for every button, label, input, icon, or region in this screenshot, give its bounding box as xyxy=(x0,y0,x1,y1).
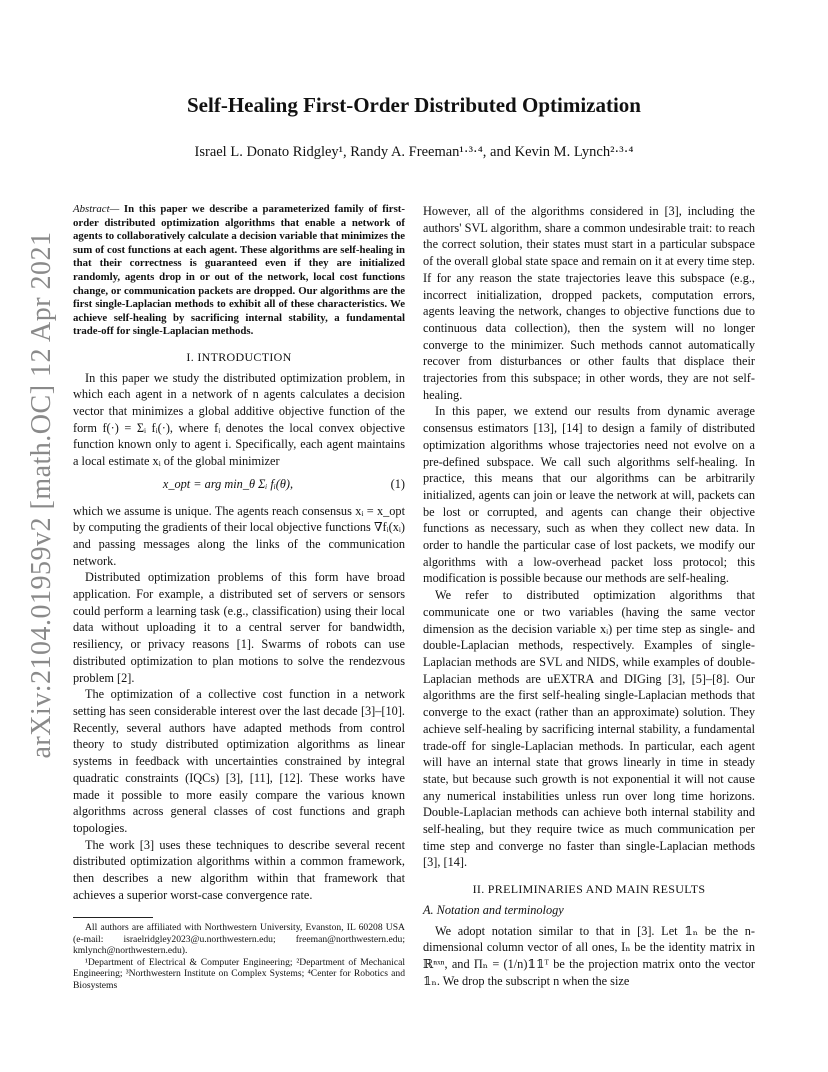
section-heading-introduction: I. INTRODUCTION xyxy=(186,349,292,364)
abstract-label: Abstract— xyxy=(73,203,120,215)
notation-paragraph: We adopt notation similar to that in [3]. Let 𝟙ₙ be the n-dimensional column vector of all ones, Iₙ be the identity matrix in ℝⁿˣⁿ, and Πₙ = (1/n)𝟙𝟙ᵀ be the projection matrix onto the vector 𝟙ₙ. We drop the subscript n when the size xyxy=(423,923,755,988)
arxiv-identifier xyxy=(22,231,62,759)
equation-1-number: (1) xyxy=(390,476,405,491)
footnote-affiliation: All authors are affiliated with Northwestern University, Evanston, IL 60208 USA (e-mail: israelridgley2023@u.northwestern.edu; freeman@northwestern.edu; kmlynch@northwestern.edu). xyxy=(73,922,405,957)
abstract xyxy=(73,203,405,339)
footnote-departments: ¹Department of Electrical & Computer Engineering; ²Department of Mechanical Engineering; ³Northwestern Institute on Complex Systems; ⁴Center for Robotics and Biosystems xyxy=(73,956,405,991)
paper-title: Self-Healing First-Order Distributed Optimization xyxy=(187,93,641,117)
right-paragraph-2: In this paper, we extend our results from dynamic average consensus estimators [13], [14] to design a family of distributed optimization algorithms whose trajectories need not evolve on a pre-defined subspace. We call such algorithms self-healing. In practice, this means that our algorithms can be arbitrarily initialized, agents can join or leave the network at will, packets can be lost or corrupted, and agents can change their objective functions as necessary, such as when they collect new data. In order to handle the particular case of lost packets, we modify our algorithms with a low-overhead packet loss protocol; this modification is possible because our methods are self-healing. xyxy=(423,404,755,586)
author-list: Israel L. Donato Ridgley¹, Randy A. Freeman¹·³·⁴, and Kevin M. Lynch²·³·⁴ xyxy=(194,144,634,160)
right-paragraph-1: However, all of the algorithms considered in [3], including the authors' SVL algorithm, share a common undesirable trait: to reach the correct solution, their states must start in a particular subspace of the overall global state space and remain on it at every time step. If for any reason the state trajectories leave this subspace (e.g., incorrect initialization, dropped packets, computation errors, agents leaving the network, changes to objective functions due to continuous data collection), then the system will no longer converge to the minimizer. Such methods cannot automatically recover from disturbances or other faults that displace their trajectories from this subspace; in other words, they are not self-healing. xyxy=(423,204,755,402)
left-column xyxy=(73,203,405,991)
footnote-rule xyxy=(73,917,153,918)
intro-paragraph-3: Distributed optimization problems of this form have broad application. For example, a distributed set of servers or sensors could perform a learning task (e.g., classification) using their local data without uploading it to a central server for bandwidth, resiliency, or privacy reasons [1]. Swarms of robots can use distributed optimization to plan motions to solve the rendezvous problem [2]. xyxy=(73,570,405,685)
intro-paragraph-4: The optimization of a collective cost function in a network setting has seen considerable interest over the last decade [3]–[10]. Recently, several authors have adapted methods from control theory to study distributed optimization algorithms as linear systems in feedback with uncertainties constrained by integral quadratic constraints (IQCs) [3], [11], [12]. These works have made it possible to more easily compare the various known algorithms across general classes of cost functions and graph topologies. xyxy=(73,687,405,835)
right-column xyxy=(423,203,755,989)
section-heading-preliminaries: II. PRELIMINARIES AND MAIN RESULTS xyxy=(472,882,706,897)
arxiv-identifier-text: arXiv:2104.01959v2 [math.OC] 12 Apr 2021 xyxy=(26,231,57,759)
right-paragraph-3: We refer to distributed optimization algorithms that communicate one or two variables (having the same vector dimension as the decision variable xᵢ) per time step as single- and double-Laplacian methods, respectively. Examples of single-Laplacian methods are SVL and NIDS, while examples of double-Laplacian methods are uEXTRA and DIGing [3], [5]–[8]. Our algorithms are the first self-healing single-Laplacian methods that converge to the exact (rather than an approximate) solution. They achieve self-healing by sacrificing internal stability, a fundamental trade-off for single-Laplacian methods. In particular, each agent will have an internal state that grows linearly in time in steady state, but because such growth is not exponential it will not cause any numerical instabilities unless run over long time horizons. Double-Laplacian methods can achieve both internal stability and self-healing, but they require twice as much communication per time step and converge no faster than single-Laplacian methods [3], [14]. xyxy=(423,588,755,870)
abstract-text: In this paper we describe a parameterized family of first-order distributed optimization algorithms that enable a network of agents to collaboratively calculate a decision variable that minimizes the sum of cost functions at each agent. These algorithms are self-healing in that their correctness is guaranteed even if they are initialized randomly, agents drop in or out of the network, local cost functions change, or communication packets are dropped. Our algorithms are the first single-Laplacian methods to exhibit all of these characteristics. We achieve self-healing by sacrificing internal stability, a fundamental trade-off for single-Laplacian methods. xyxy=(73,203,405,338)
intro-paragraph-5: The work [3] uses these techniques to describe several recent distributed optimization algorithms within a common framework, then describes a new algorithm within that framework that achieves a superior worst-case convergence rate. xyxy=(73,837,405,902)
subsection-heading-notation: A. Notation and terminology xyxy=(423,902,564,917)
equation-1-body: x_opt = arg min_θ Σᵢ fᵢ(θ), xyxy=(162,476,294,491)
equation-1 xyxy=(73,476,405,493)
intro-paragraph-1: In this paper we study the distributed optimization problem, in which each agent in a network of n agents calculates a decision vector that minimizes a global additive objective function of the form f(·) = Σᵢ fᵢ(·), where fᵢ denotes the local convex objective function known only to agent i. Specifically, each agent maintains a local estimate xᵢ of the global minimizer xyxy=(73,370,405,469)
intro-paragraph-2: which we assume is unique. The agents reach consensus xᵢ = x_opt by computing the gradients of their local objective functions ∇fᵢ(xᵢ) and passing messages along the links of the communication network. xyxy=(73,503,405,568)
